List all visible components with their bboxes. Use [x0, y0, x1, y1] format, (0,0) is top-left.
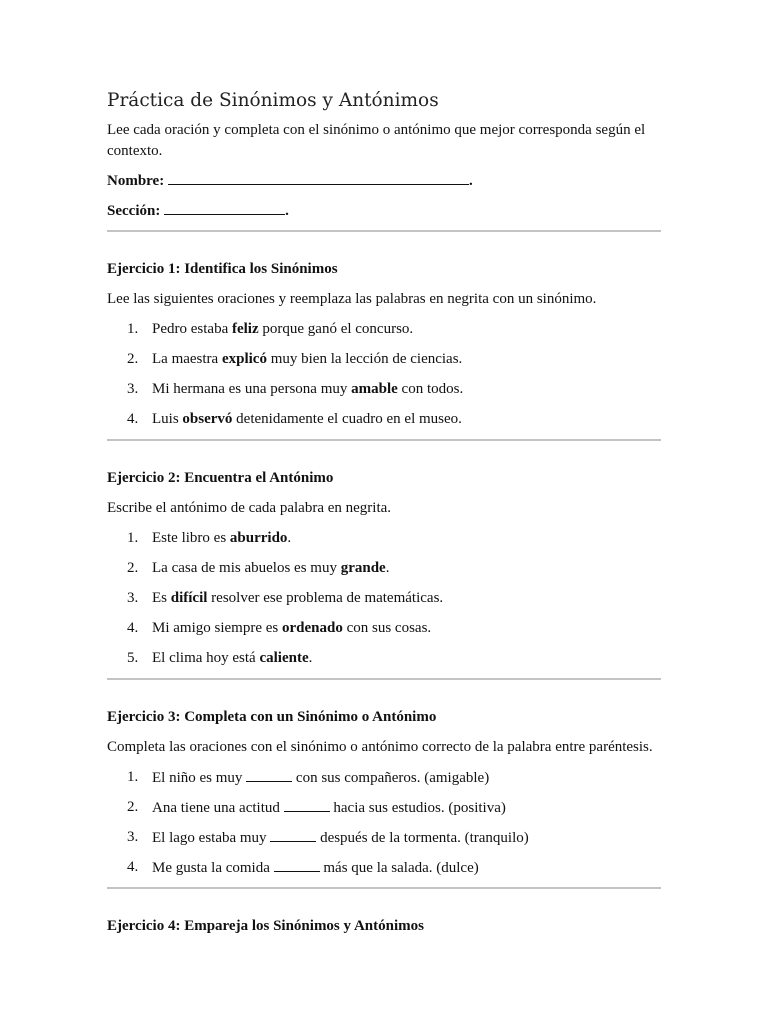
fill-blank[interactable] — [274, 857, 320, 872]
list-item: 1. Pedro estaba feliz porque ganó el concurso. — [127, 321, 414, 337]
fill-blank[interactable] — [246, 767, 292, 782]
exercise-2-heading: Ejercicio 2: Encuentra el Antónimo — [107, 470, 334, 486]
exercise-1-description: Lee las siguientes oraciones y reemplaza las palabras en negrita con un sinónimo. — [107, 291, 597, 307]
exercise-4-heading: Ejercicio 4: Empareja los Sinónimos y Antónimos — [107, 918, 424, 934]
name-blank[interactable] — [168, 170, 469, 185]
list-item: 4. Me gusta la comida más que la salada. (dulce) — [127, 859, 479, 876]
list-item: 3. Mi hermana es una persona muy amable con todos. — [127, 381, 464, 397]
list-item: 2. La casa de mis abuelos es muy grande. — [127, 560, 390, 576]
worksheet-content — [107, 86, 661, 937]
list-item: 2. La maestra explicó muy bien la lección de ciencias. — [127, 351, 463, 367]
list-item: 1. Este libro es aburrido. — [127, 530, 292, 546]
exercise-3-list — [107, 767, 661, 887]
list-item: 1. El niño es muy con sus compañeros. (amigable) — [127, 769, 490, 786]
list-item: 4. Mi amigo siempre es ordenado con sus cosas. — [127, 620, 432, 636]
list-item: 2. Ana tiene una actitud hacia sus estudios. (positiva) — [127, 799, 506, 816]
divider — [107, 678, 661, 680]
exercise-3-description: Completa las oraciones con el sinónimo o antónimo correcto de la palabra entre paréntesis. — [107, 739, 653, 755]
list-item: 3. El lago estaba muy después de la tormenta. (tranquilo) — [127, 829, 529, 846]
exercise-2-list — [107, 528, 661, 678]
intro-text: Lee cada oración y completa con el sinónimo o antónimo que mejor corresponda según el contexto. — [107, 122, 646, 159]
name-label: Nombre: — [107, 173, 165, 189]
section-field[interactable]: Sección: . — [107, 200, 661, 230]
list-item: 5. El clima hoy está caliente. — [127, 650, 313, 666]
name-field[interactable]: Nombre: . — [107, 170, 661, 200]
divider — [107, 439, 661, 441]
section-label: Sección: — [107, 203, 161, 219]
exercise-1-heading: Ejercicio 1: Identifica los Sinónimos — [107, 261, 338, 277]
exercise-2-description: Escribe el antónimo de cada palabra en negrita. — [107, 500, 392, 516]
fill-blank[interactable] — [270, 827, 316, 842]
divider — [107, 230, 661, 232]
exercise-1-list — [107, 319, 661, 439]
list-item: 3. Es difícil resolver ese problema de matemáticas. — [127, 590, 444, 606]
list-item: 4. Luis observó detenidamente el cuadro en el museo. — [127, 411, 462, 427]
exercise-3-heading: Ejercicio 3: Completa con un Sinónimo o Antónimo — [107, 709, 437, 725]
fill-blank[interactable] — [284, 797, 330, 812]
divider — [107, 887, 661, 889]
section-blank[interactable] — [164, 200, 285, 215]
page-title: Práctica de Sinónimos y Antónimos — [107, 90, 439, 111]
